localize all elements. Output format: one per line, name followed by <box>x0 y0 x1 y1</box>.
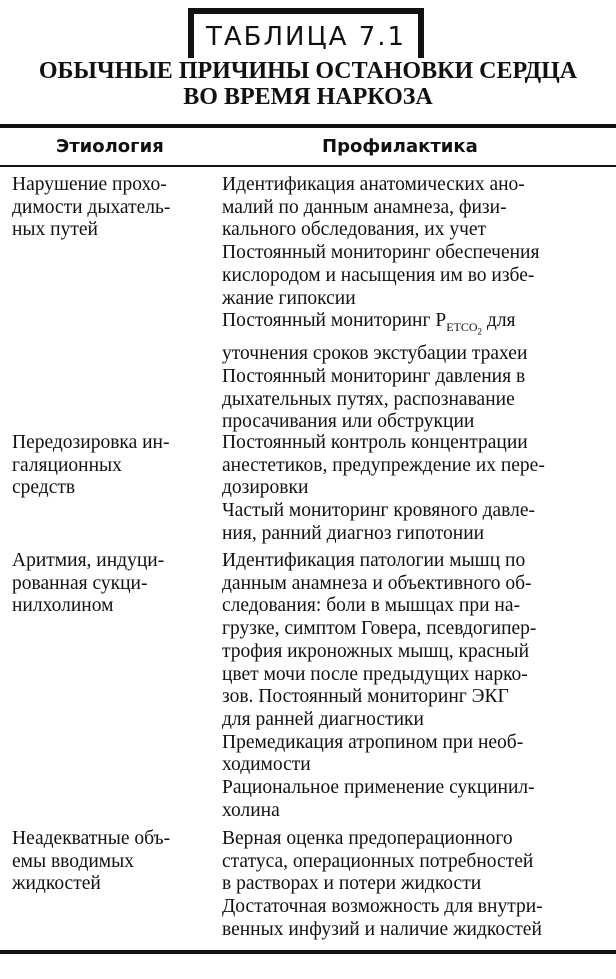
table-title <box>0 58 616 110</box>
etiology-line: димости дыхатель- <box>12 196 171 218</box>
prevention-line: ния, ранний диагноз гипотонии <box>222 522 485 544</box>
etiology-line: Неадекватные объ- <box>12 828 171 849</box>
table-label-badge <box>0 8 616 60</box>
header-rule <box>0 165 616 167</box>
prevention-line: цвет мочи после предыдущих нарко- <box>222 663 528 685</box>
top-rule <box>0 124 616 128</box>
prevention-line: Постоянный контроль концентрации <box>222 432 528 453</box>
etiology-line: емы вводимых <box>12 850 134 872</box>
prevention-line: малий по данным анамнеза, физи- <box>222 196 507 218</box>
prevention-line: Рациональное применение сукцинил- <box>222 777 535 799</box>
badge-frame <box>188 8 424 58</box>
prevention-line: зов. Постоянный мониторинг ЭКГ <box>222 686 509 708</box>
etiology-line: нилхолином <box>12 595 114 617</box>
etiology-cell <box>12 432 212 500</box>
title-line: ВО ВРЕМЯ НАРКОЗА <box>183 84 433 110</box>
etiology-line: галяционных <box>12 454 122 476</box>
petco2-subscript <box>446 320 483 337</box>
prevention-line: статуса, операционных потребностей <box>222 850 534 872</box>
prevention-line: в растворах и потери жидкости <box>222 873 482 895</box>
prevention-line: кислородом и насыщения им во избе- <box>222 264 535 286</box>
petco2-sub2: 2 <box>477 326 483 337</box>
prevention-line: Премедикация атропином при необ- <box>222 731 524 753</box>
prevention-line: холина <box>222 799 280 821</box>
prevention-line: уточнения сроков экстубации трахеи <box>222 343 528 365</box>
table-label: ТАБЛИЦА 7.1 <box>205 22 407 52</box>
petco2-sub: ETCO <box>446 320 478 335</box>
prevention-line: данным анамнеза и объективного об- <box>222 572 532 594</box>
prevention-line: следования: боли в мышцах при на- <box>222 595 520 617</box>
prevention-line: Достаточная возможность для внутри- <box>222 896 543 918</box>
prevention-line: дозировки <box>222 477 309 499</box>
petco2-prefix: Постоянный мониторинг P <box>222 310 447 332</box>
prevention-line: кального обследования, их учет <box>222 219 487 241</box>
etiology-line: рованная сукци- <box>12 572 148 594</box>
etiology-line: средств <box>12 477 76 499</box>
prevention-line: Идентификация анатомических ано- <box>222 174 525 195</box>
prevention-line: просачивания или обструкции <box>222 411 475 433</box>
prevention-line: анестетиков, предупреждение их пере- <box>222 454 545 476</box>
prevention-line: Частый мониторинг кровяного давле- <box>222 500 536 522</box>
prevention-line: жание гипоксии <box>222 287 356 309</box>
prevention-line: дыхательных путях, распознавание <box>222 388 515 410</box>
prevention-line: Идентификация патологии мышц по <box>222 550 526 571</box>
etiology-line: Аритмия, индуци- <box>12 550 165 571</box>
header-etiology: Этиология <box>56 136 164 157</box>
prevention-line <box>222 310 614 343</box>
etiology-line: Нарушение прохо- <box>12 174 167 195</box>
petco2-suffix: для <box>482 310 516 332</box>
prevention-cell <box>222 174 614 434</box>
etiology-cell <box>12 828 212 896</box>
title-line: ОБЫЧНЫЕ ПРИЧИНЫ ОСТАНОВКИ СЕРДЦА <box>38 58 578 84</box>
etiology-cell <box>12 550 212 618</box>
prevention-cell <box>222 550 614 822</box>
prevention-cell <box>222 432 614 546</box>
prevention-line: Верная оценка предоперационного <box>222 828 513 849</box>
prevention-line: Постоянный мониторинг давления в <box>222 365 526 387</box>
prevention-line: венных инфузий и наличие жидкостей <box>222 918 542 940</box>
prevention-line: Постоянный мониторинг обеспечения <box>222 242 540 264</box>
prevention-line: грузке, симптом Говера, псевдогипер- <box>222 618 537 640</box>
etiology-line: жидкостей <box>12 873 101 895</box>
prevention-line: трофия икроножных мышц, красный <box>222 640 530 662</box>
etiology-line: Передозировка ин- <box>12 432 170 453</box>
prevention-cell <box>222 828 614 942</box>
bottom-rule <box>0 950 616 954</box>
header-prevention: Профилактика <box>322 136 478 157</box>
etiology-line: ных путей <box>12 219 98 241</box>
prevention-line: для ранней диагностики <box>222 708 424 730</box>
etiology-cell <box>12 174 212 242</box>
prevention-line: ходимости <box>222 754 311 776</box>
